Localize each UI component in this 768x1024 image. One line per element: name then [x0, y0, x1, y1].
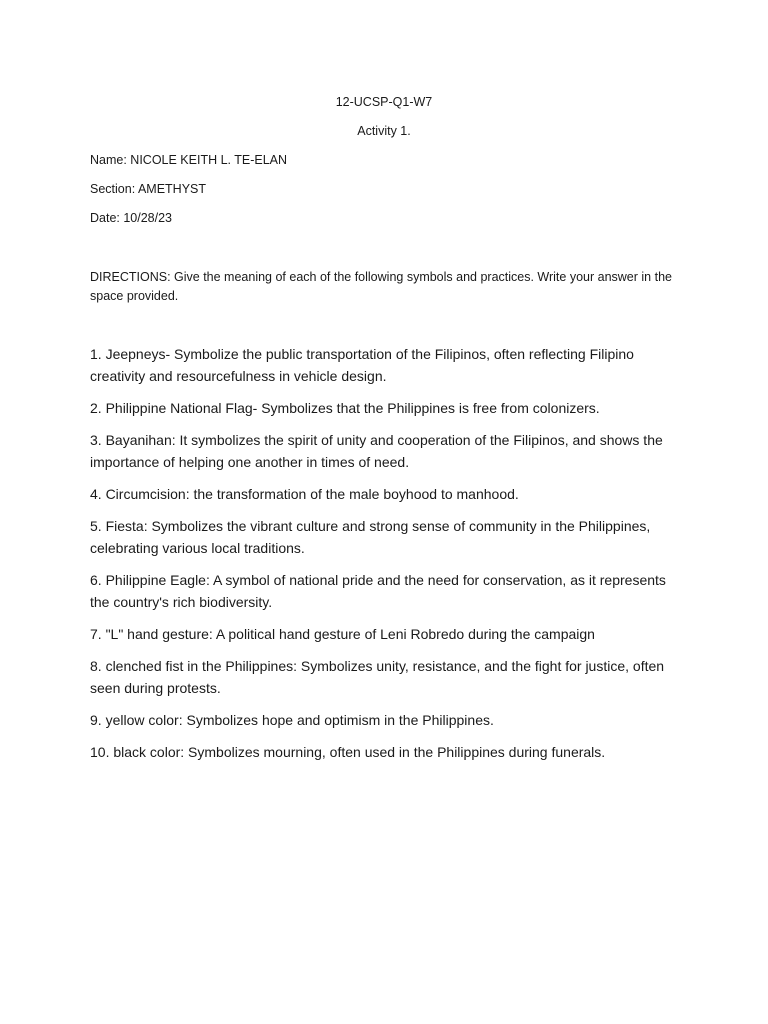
- answer-item: 9. yellow color: Symbolizes hope and optimism in the Philippines.: [90, 712, 494, 728]
- answer-item: 4. Circumcision: the transformation of the male boyhood to manhood.: [90, 486, 519, 502]
- answer-item: 3. Bayanihan: It symbolizes the spirit of unity and cooperation of the Filipinos, and shows the importance of helping one another in times of need.: [90, 432, 663, 470]
- answer-item: 8. clenched fist in the Philippines: Symbolizes unity, resistance, and the fight for justice, often seen during protests.: [90, 658, 665, 696]
- answer-item: 6. Philippine Eagle: A symbol of national pride and the need for conservation, as it represents the country's rich biodiversity.: [90, 572, 666, 610]
- student-section: Section: AMETHYST: [90, 182, 207, 196]
- directions-text: DIRECTIONS: Give the meaning of each of the following symbols and practices. Write your answer in the space provided.: [90, 270, 672, 303]
- answer-item: 10. black color: Symbolizes mourning, often used in the Philippines during funerals.: [90, 744, 606, 760]
- student-name: Name: NICOLE KEITH L. TE-ELAN: [90, 153, 288, 167]
- document-code: 12-UCSP-Q1-W7: [335, 95, 433, 109]
- answer-item: 2. Philippine National Flag- Symbolizes that the Philippines is free from colonizers.: [90, 400, 600, 416]
- document-date: Date: 10/28/23: [90, 211, 173, 225]
- answer-item: 5. Fiesta: Symbolizes the vibrant culture and strong sense of community in the Philippines, celebrating various local traditions.: [90, 518, 651, 556]
- answer-list: [90, 343, 680, 773]
- activity-title: Activity 1.: [357, 124, 411, 138]
- answer-item: 1. Jeepneys- Symbolize the public transportation of the Filipinos, often reflecting Filipino creativity and resourcefulness in vehicle design.: [90, 346, 634, 384]
- answer-item: 7. "L" hand gesture: A political hand gesture of Leni Robredo during the campaign: [90, 626, 595, 642]
